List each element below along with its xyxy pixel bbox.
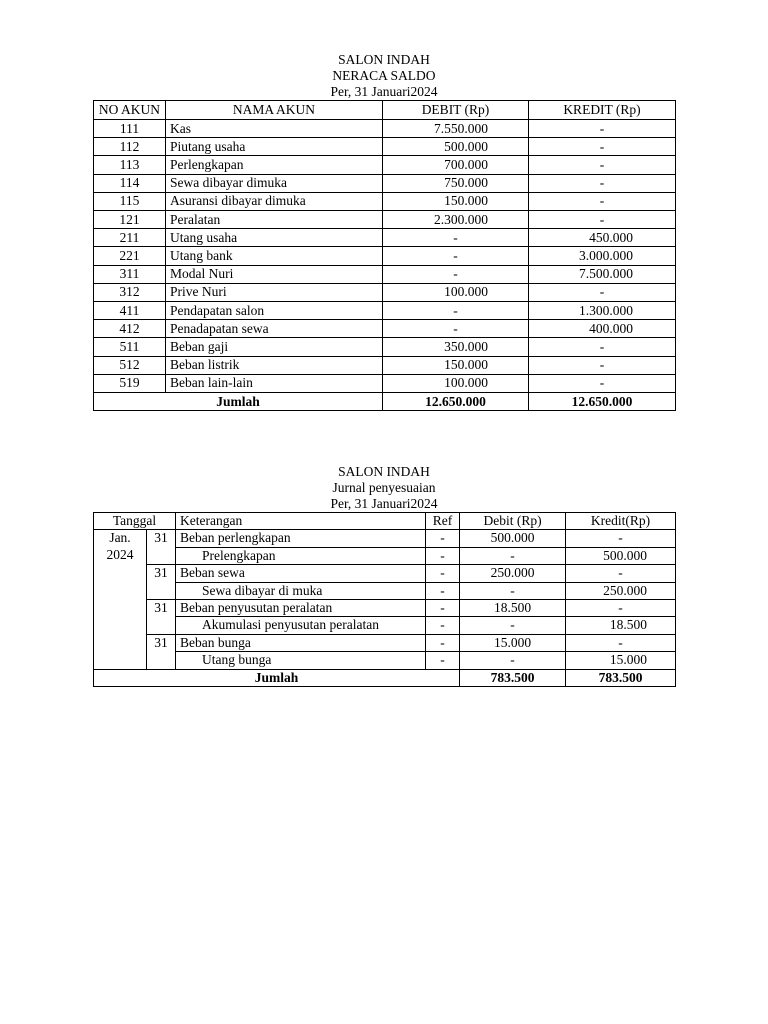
table-row <box>94 120 676 138</box>
debit-account: Beban sewa <box>176 565 426 582</box>
account-number: 311 <box>94 265 166 283</box>
neraca-saldo-section <box>93 52 675 411</box>
kredit-value: - <box>566 600 676 617</box>
account-name: Kas <box>166 120 383 138</box>
kredit-value: 450.000 <box>529 229 676 247</box>
header-kredit: Kredit(Rp) <box>566 513 676 530</box>
debit-account: Beban bunga <box>176 634 426 651</box>
table-row <box>94 283 676 301</box>
account-name: Penadapatan sewa <box>166 320 383 338</box>
jurnal-titles <box>93 464 675 512</box>
journal-title: Jurnal penyesuaian <box>332 480 436 495</box>
kredit-value: 7.500.000 <box>529 265 676 283</box>
entry-day: 31 <box>147 600 176 635</box>
credit-account: Prelengkapan <box>176 547 426 564</box>
journal-credit-row <box>94 547 676 564</box>
kredit-value: - <box>566 530 676 547</box>
total-label: Jumlah <box>94 669 460 686</box>
account-name: Sewa dibayar dimuka <box>166 174 383 192</box>
kredit-value: 250.000 <box>566 582 676 599</box>
header-debit: Debit (Rp) <box>460 513 566 530</box>
report-date: Per, 31 Januari2024 <box>330 84 438 99</box>
ref-value: - <box>426 634 460 651</box>
kredit-value: - <box>529 192 676 210</box>
kredit-value: 1.300.000 <box>529 302 676 320</box>
kredit-value: 3.000.000 <box>529 247 676 265</box>
debit-value: 7.550.000 <box>383 120 529 138</box>
account-number: 411 <box>94 302 166 320</box>
debit-value: - <box>383 229 529 247</box>
kredit-value: - <box>529 338 676 356</box>
account-name: Beban gaji <box>166 338 383 356</box>
ref-value: - <box>426 652 460 669</box>
neraca-saldo-table <box>93 100 676 411</box>
credit-account: Akumulasi penyusutan peralatan <box>176 617 426 634</box>
kredit-value: 500.000 <box>566 547 676 564</box>
ref-value: - <box>426 565 460 582</box>
journal-debit-row <box>94 600 676 617</box>
header-debit: DEBIT (Rp) <box>383 101 529 120</box>
debit-value: 150.000 <box>383 356 529 374</box>
neraca-titles <box>93 52 675 100</box>
debit-value: - <box>460 547 566 564</box>
table-row <box>94 265 676 283</box>
account-name: Prive Nuri <box>166 283 383 301</box>
kredit-value: 18.500 <box>566 617 676 634</box>
table-row <box>94 374 676 392</box>
journal-date: Per, 31 Januari2024 <box>330 496 438 511</box>
account-number: 511 <box>94 338 166 356</box>
table-row <box>94 338 676 356</box>
account-number: 519 <box>94 374 166 392</box>
ref-value: - <box>426 547 460 564</box>
debit-value: - <box>460 582 566 599</box>
debit-value: 100.000 <box>383 283 529 301</box>
kredit-value: 15.000 <box>566 652 676 669</box>
debit-account: Beban penyusutan peralatan <box>176 600 426 617</box>
ref-value: - <box>426 530 460 547</box>
kredit-value: - <box>566 634 676 651</box>
account-name: Perlengkapan <box>166 156 383 174</box>
date-year: 2024 <box>106 546 134 562</box>
debit-value: - <box>383 247 529 265</box>
account-number: 115 <box>94 192 166 210</box>
table-row <box>94 211 676 229</box>
total-kredit: 12.650.000 <box>529 393 676 411</box>
account-number: 121 <box>94 211 166 229</box>
kredit-value: 400.000 <box>529 320 676 338</box>
total-kredit: 783.500 <box>566 669 676 686</box>
debit-value: - <box>460 652 566 669</box>
account-name: Asuransi dibayar dimuka <box>166 192 383 210</box>
journal-credit-row <box>94 652 676 669</box>
account-name: Beban listrik <box>166 356 383 374</box>
entry-day: 31 <box>147 530 176 565</box>
report-title: NERACA SALDO <box>332 68 436 83</box>
journal-date-month-year <box>94 530 147 669</box>
kredit-value: - <box>529 356 676 374</box>
debit-value: - <box>383 265 529 283</box>
header-nama-akun: NAMA AKUN <box>166 101 383 120</box>
account-number: 512 <box>94 356 166 374</box>
total-debit: 783.500 <box>460 669 566 686</box>
debit-value: 2.300.000 <box>383 211 529 229</box>
debit-value: 18.500 <box>460 600 566 617</box>
table-row <box>94 356 676 374</box>
account-name: Pendapatan salon <box>166 302 383 320</box>
entry-day: 31 <box>147 634 176 669</box>
account-number: 111 <box>94 120 166 138</box>
account-number: 412 <box>94 320 166 338</box>
company-name-2: SALON INDAH <box>338 464 430 479</box>
header-ref: Ref <box>426 513 460 530</box>
company-name: SALON INDAH <box>338 52 430 67</box>
journal-debit-row <box>94 530 676 547</box>
account-number: 114 <box>94 174 166 192</box>
debit-value: 500.000 <box>383 138 529 156</box>
table-row <box>94 320 676 338</box>
kredit-value: - <box>529 156 676 174</box>
journal-credit-row <box>94 617 676 634</box>
debit-value: 750.000 <box>383 174 529 192</box>
debit-value: 150.000 <box>383 192 529 210</box>
total-debit: 12.650.000 <box>383 393 529 411</box>
debit-value: 15.000 <box>460 634 566 651</box>
table-row <box>94 174 676 192</box>
table-row <box>94 229 676 247</box>
account-number: 113 <box>94 156 166 174</box>
ref-value: - <box>426 600 460 617</box>
debit-value: 100.000 <box>383 374 529 392</box>
debit-value: - <box>460 617 566 634</box>
table-row <box>94 302 676 320</box>
kredit-value: - <box>566 565 676 582</box>
kredit-value: - <box>529 138 676 156</box>
kredit-value: - <box>529 174 676 192</box>
header-kredit: KREDIT (Rp) <box>529 101 676 120</box>
account-name: Peralatan <box>166 211 383 229</box>
kredit-value: - <box>529 283 676 301</box>
ref-value: - <box>426 582 460 599</box>
journal-debit-row <box>94 634 676 651</box>
account-name: Modal Nuri <box>166 265 383 283</box>
credit-account: Utang bunga <box>176 652 426 669</box>
table-row <box>94 247 676 265</box>
debit-value: 500.000 <box>460 530 566 547</box>
total-row <box>94 669 676 686</box>
credit-account: Sewa dibayar di muka <box>176 582 426 599</box>
journal-credit-row <box>94 582 676 599</box>
total-row <box>94 393 676 411</box>
journal-debit-row <box>94 565 676 582</box>
account-name: Piutang usaha <box>166 138 383 156</box>
debit-value: 350.000 <box>383 338 529 356</box>
date-month: Jan. <box>109 530 131 546</box>
kredit-value: - <box>529 374 676 392</box>
header-keterangan: Keterangan <box>176 513 426 530</box>
table-header-row <box>94 513 676 530</box>
table-row <box>94 156 676 174</box>
debit-value: 250.000 <box>460 565 566 582</box>
account-number: 211 <box>94 229 166 247</box>
account-number: 221 <box>94 247 166 265</box>
entry-day: 31 <box>147 565 176 600</box>
kredit-value: - <box>529 211 676 229</box>
jurnal-penyesuaian-section <box>93 464 675 687</box>
table-header-row <box>94 101 676 120</box>
debit-value: - <box>383 320 529 338</box>
table-row <box>94 138 676 156</box>
account-number: 312 <box>94 283 166 301</box>
account-name: Utang bank <box>166 247 383 265</box>
jurnal-penyesuaian-table <box>93 512 676 687</box>
header-tanggal: Tanggal <box>94 513 176 530</box>
account-number: 112 <box>94 138 166 156</box>
kredit-value: - <box>529 120 676 138</box>
account-name: Beban lain-lain <box>166 374 383 392</box>
ref-value: - <box>426 617 460 634</box>
header-no-akun: NO AKUN <box>94 101 166 120</box>
debit-account: Beban perlengkapan <box>176 530 426 547</box>
total-label: Jumlah <box>94 393 383 411</box>
debit-value: 700.000 <box>383 156 529 174</box>
debit-value: - <box>383 302 529 320</box>
table-row <box>94 192 676 210</box>
account-name: Utang usaha <box>166 229 383 247</box>
